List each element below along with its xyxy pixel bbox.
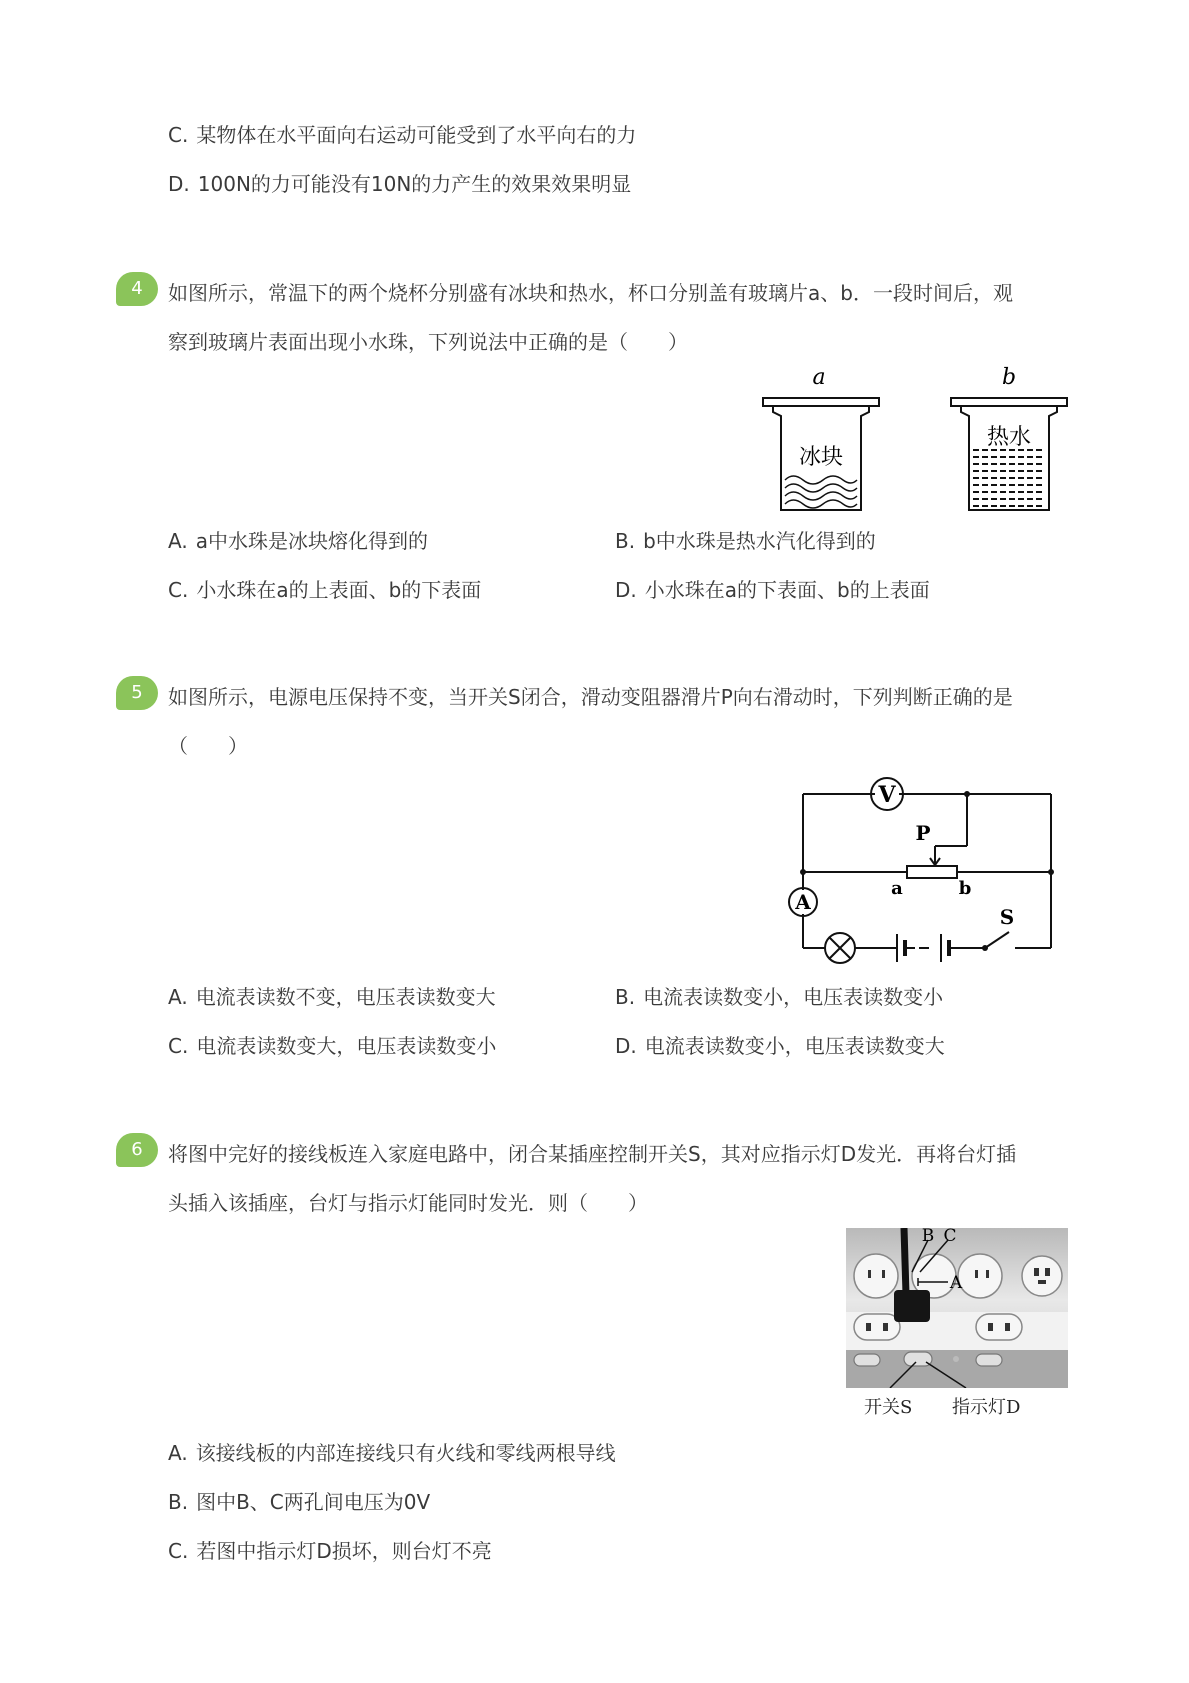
- question-stem: 如图所示，常温下的两个烧杯分别盛有冰块和热水，杯口分别盖有玻璃片a、b．一段时间后，观: [168, 281, 1013, 305]
- ammeter-label: A: [795, 890, 811, 914]
- option-a: [168, 1440, 616, 1466]
- option-text: 图中B、C两孔间电压为0V: [196, 1490, 431, 1514]
- question-stem: 如图所示，电源电压保持不变，当开关S闭合，滑动变阻器滑片P向右滑动时，下列判断正确的是: [168, 685, 1013, 709]
- figure-caption-switch: 开关S: [864, 1397, 913, 1418]
- option-letter: A.: [168, 985, 188, 1009]
- option-text: a中水珠是冰块熔化得到的: [195, 529, 428, 553]
- option-c: [168, 122, 636, 148]
- question-number-badge: 4: [116, 272, 158, 306]
- option-text: 电流表读数变小，电压表读数变大: [644, 1034, 945, 1058]
- option-c: [168, 1033, 496, 1059]
- option-letter: B.: [168, 1490, 189, 1514]
- option-letter: B.: [615, 529, 636, 553]
- option-text: 电流表读数不变，电压表读数变大: [195, 985, 496, 1009]
- option-c: [168, 577, 481, 603]
- option-letter: A.: [168, 1441, 188, 1465]
- option-letter: D.: [615, 1034, 637, 1058]
- option-d: [615, 577, 930, 603]
- question-stem: 察到玻璃片表面出现小水珠，下列说法中正确的是（ ）: [168, 330, 688, 354]
- beaker-b-text: 热水: [986, 425, 1032, 450]
- question-number-badge: 5: [116, 676, 158, 710]
- beaker-b: [951, 398, 1067, 510]
- option-c: [168, 1538, 492, 1564]
- option-d: [168, 171, 631, 197]
- question-number-badge: 6: [116, 1133, 158, 1167]
- hole-a-label: A: [949, 1273, 963, 1293]
- glass-label-b: b: [1001, 365, 1017, 390]
- option-b: [615, 984, 943, 1010]
- end-b-label: b: [958, 878, 972, 899]
- option-letter: A.: [168, 529, 188, 553]
- option-letter: B.: [615, 985, 636, 1009]
- option-text: 小水珠在a的下表面、b的上表面: [644, 578, 930, 602]
- hole-c-label: C: [943, 1228, 957, 1246]
- figure-caption-light: 指示灯D: [952, 1397, 1021, 1418]
- option-a: [168, 984, 496, 1010]
- option-text: 某物体在水平面向右运动可能受到了水平向右的力: [196, 123, 637, 147]
- end-a-label: a: [891, 878, 903, 899]
- option-text: b中水珠是热水汽化得到的: [643, 529, 876, 553]
- switch-label: S: [999, 905, 1015, 929]
- glass-label-a: a: [812, 365, 826, 390]
- option-letter: D.: [615, 578, 637, 602]
- question-stem: 头插入该插座，台灯与指示灯能同时发光．则（ ）: [168, 1191, 648, 1215]
- circuit-diagram: [775, 772, 1065, 972]
- power-strip-photo: [846, 1228, 1068, 1388]
- option-text: 小水珠在a的上表面、b的下表面: [196, 578, 482, 602]
- option-letter: C.: [168, 578, 189, 602]
- option-a: [168, 528, 428, 554]
- option-b: [615, 528, 876, 554]
- question-stem: 将图中完好的接线板连入家庭电路中，闭合某插座控制开关S，其对应指示灯D发光．再将台灯插: [168, 1142, 1017, 1166]
- question-stem: （ ）: [168, 734, 248, 758]
- option-text: 该接线板的内部连接线只有火线和零线两根导线: [195, 1441, 616, 1465]
- slider-label: P: [915, 821, 931, 845]
- option-text: 若图中指示灯D损坏，则台灯不亮: [196, 1539, 492, 1563]
- option-letter: C.: [168, 1034, 189, 1058]
- hot-water-lines: [973, 450, 1045, 506]
- option-letter: C.: [168, 1539, 189, 1563]
- beaker-a-text: 冰块: [798, 445, 844, 470]
- hole-b-label: B: [921, 1228, 935, 1246]
- voltmeter-label: V: [878, 782, 896, 808]
- option-text: 电流表读数变小，电压表读数变小: [643, 985, 944, 1009]
- option-b: [168, 1489, 430, 1515]
- option-text: 100N的力可能没有10N的力产生的效果效果明显: [197, 172, 632, 196]
- option-letter: D.: [168, 172, 190, 196]
- option-letter: C.: [168, 123, 189, 147]
- option-text: 电流表读数变大，电压表读数变小: [196, 1034, 497, 1058]
- beakers-figure: [755, 362, 1075, 517]
- option-d: [615, 1033, 945, 1059]
